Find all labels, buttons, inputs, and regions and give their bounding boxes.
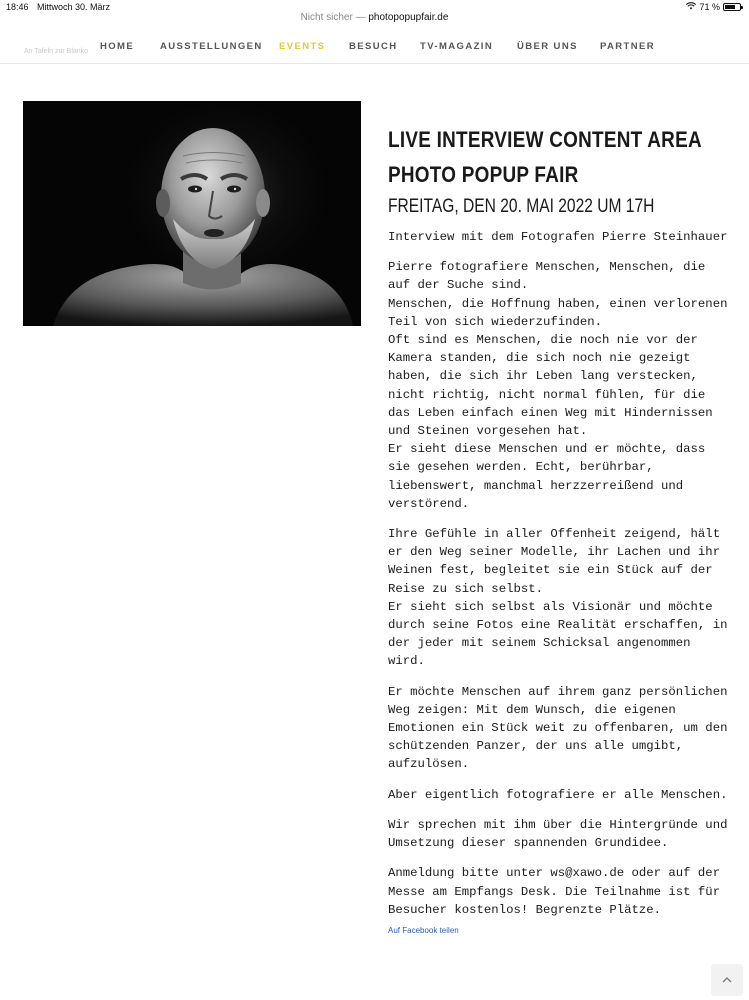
article-paragraph: Wir sprechen mit ihm über die Hintergründe und Umsetzung dieser spannenden Grundidee. <box>388 817 728 851</box>
nav-item-partner[interactable]: PARTNER <box>600 41 656 52</box>
url-bar[interactable] <box>0 12 749 28</box>
nav-item-besuch[interactable]: BESUCH <box>349 41 398 52</box>
nav-item-ueber-uns[interactable]: ÜBER UNS <box>517 41 578 52</box>
article-paragraph: Pierre fotografiere Menschen, Menschen, die auf der Suche sind. Menschen, die Hoffnung haben, einen verlorenen Teil von sich wiederzufinden. Oft sind es Menschen, die noch nie vor der Kamera standen, die sich noch nie gezeigt haben, die sich ihr Leben lang verstecken, nicht richtig, nicht normal fühlen, für die das Leben einfach einen Weg mit Hindernissen und Steinen vorgesehen hat. Er sieht diese Menschen und er möchte, dass sie gesehen werden. Echt, berührbar, liebenswert, manchmal herzzerreißend und verstörend. <box>388 260 728 511</box>
article-paragraph: Er möchte Menschen auf ihrem ganz persönlichen Weg zeigen: Mit dem Wunsch, die eigenen Emotionen ein Stück weit zu offenbaren, um den schützenden Panzer, der uns alle umgibt, aufzulösen. <box>388 684 728 772</box>
status-date: Mittwoch 30. März <box>37 2 111 12</box>
chevron-up-icon <box>722 974 732 986</box>
article-content <box>388 122 728 931</box>
battery-percent: 71 % <box>699 2 720 12</box>
nav-item-events[interactable]: EVENTS <box>279 41 326 52</box>
nav-item-home[interactable]: HOME <box>100 41 135 52</box>
article-paragraph: Interview mit dem Fotografen Pierre Steinhauer <box>388 230 728 244</box>
status-time: 18:46 <box>6 2 29 12</box>
nav-item-tv-magazin[interactable]: TV-MAGAZIN <box>420 41 494 52</box>
nav-ghost-text: An Tafeln zur Blanko <box>24 48 89 55</box>
main-nav <box>0 30 749 64</box>
battery-icon <box>723 3 741 11</box>
article-paragraph: Aber eigentlich fotografiere er alle Menschen. <box>388 787 728 802</box>
nav-item-ausstellungen[interactable]: AUSSTELLUNGEN <box>160 41 263 52</box>
facebook-share-link[interactable]: Auf Facebook teilen <box>388 926 459 935</box>
scroll-to-top-button[interactable] <box>711 964 743 996</box>
article-title-line-2: PHOTO POPUP FAIR <box>388 162 579 187</box>
portrait-photo <box>23 101 361 326</box>
article-title-line-1: LIVE INTERVIEW CONTENT AREA <box>388 127 702 152</box>
article-body <box>388 228 728 919</box>
article-paragraph: Anmeldung bitte unter ws@xawo.de oder auf der Messe am Empfangs Desk. Die Teilnahme ist für Besucher kostenlos! Begrenzte Plätze. <box>388 866 721 917</box>
url-security-label: Nicht sicher — <box>300 12 366 23</box>
status-right <box>686 2 741 12</box>
battery-level <box>725 5 735 9</box>
article-paragraph: Ihre Gefühle in aller Offenheit zeigend, hält er den Weg seiner Modelle, ihr Lachen und ihr Weinen fest, begleitet sie ein Stück auf der Reise zu sich selbst. Er sieht sich selbst als Visionär und möchte durch seine Fotos eine Realität erschaffen, in der jeder mit seinem Schicksal angenommen wird. <box>388 527 728 669</box>
url-host: photopopupfair.de <box>368 12 449 23</box>
wifi-icon <box>686 2 696 12</box>
article-subtitle: FREITAG, DEN 20. MAI 2022 UM 17H <box>388 196 655 217</box>
